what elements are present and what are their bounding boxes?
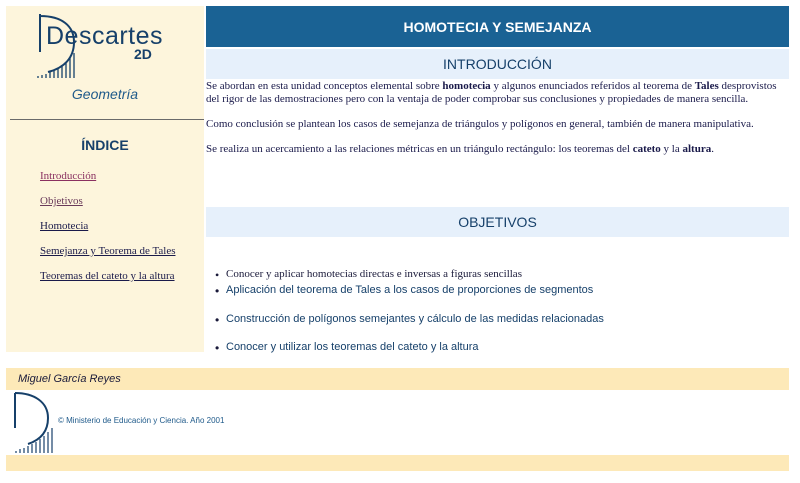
index-link-semejanza-tales[interactable]: Semejanza y Teorema de Tales (40, 245, 176, 257)
footer-bar (6, 455, 789, 471)
objective-item: • Conocer y aplicar homotecias directas e inversas a figuras sencillas (226, 268, 522, 280)
introduction-text (206, 80, 786, 168)
term-altura: altura (682, 143, 712, 155)
index-link-objetivos[interactable]: Objetivos (40, 195, 83, 207)
term-homotecia: homotecia (442, 80, 491, 92)
sidebar (6, 6, 204, 352)
intro-paragraph-3: Se realiza un acercamiento a las relaciones métricas en un triángulo rectángulo: los teoremas del cateto y la altura. (206, 143, 714, 155)
index-link-teoremas-cateto-altura[interactable]: Teoremas del cateto y la altura (40, 270, 175, 282)
author-name: Miguel García Reyes (18, 373, 121, 385)
copyright-text: © Ministerio de Educación y Ciencia. Año 2001 (58, 416, 225, 425)
objectives-heading: OBJETIVOS (206, 207, 789, 237)
objective-item: • Conocer y utilizar los teoremas del cateto y la altura (226, 341, 479, 353)
logo-2d-label: 2D (134, 46, 152, 62)
index-links (40, 164, 176, 289)
index-title: ÍNDICE (81, 137, 129, 153)
index-link-homotecia[interactable]: Homotecia (40, 220, 89, 232)
intro-paragraph-2: Como conclusión se plantean los casos de semejanza de triángulos y polígonos en general, también de manera manipulativa. (206, 118, 754, 130)
term-tales: Tales (694, 80, 719, 92)
index-link-introduccion[interactable]: Introducción (40, 170, 97, 182)
logo-text: Descartes (46, 22, 164, 50)
objective-item: • Construcción de polígonos semejantes y cálculo de las medidas relacionadas (226, 313, 604, 325)
sidebar-divider (10, 119, 204, 120)
objective-item: • Aplicación del teorema de Tales a los casos de proporciones de segmentos (226, 284, 593, 296)
intro-paragraph-1: Se abordan en esta unidad conceptos elemental sobre homotecia y algunos enunciados referidos al teorema de Tales desprovistos del rigor de las demostraciones pero con la ventaja de poder comprobar sus conclusiones y propiedades de manera sencilla. (206, 80, 777, 105)
page-title: HOMOTECIA Y SEMEJANZA (206, 6, 789, 47)
introduction-heading: INTRODUCCIÓN (206, 49, 789, 79)
sidebar-subtitle: Geometría (71, 86, 139, 102)
author-bar (6, 368, 789, 390)
descartes-footer-logo (12, 392, 60, 454)
term-cateto: cateto (632, 143, 661, 155)
